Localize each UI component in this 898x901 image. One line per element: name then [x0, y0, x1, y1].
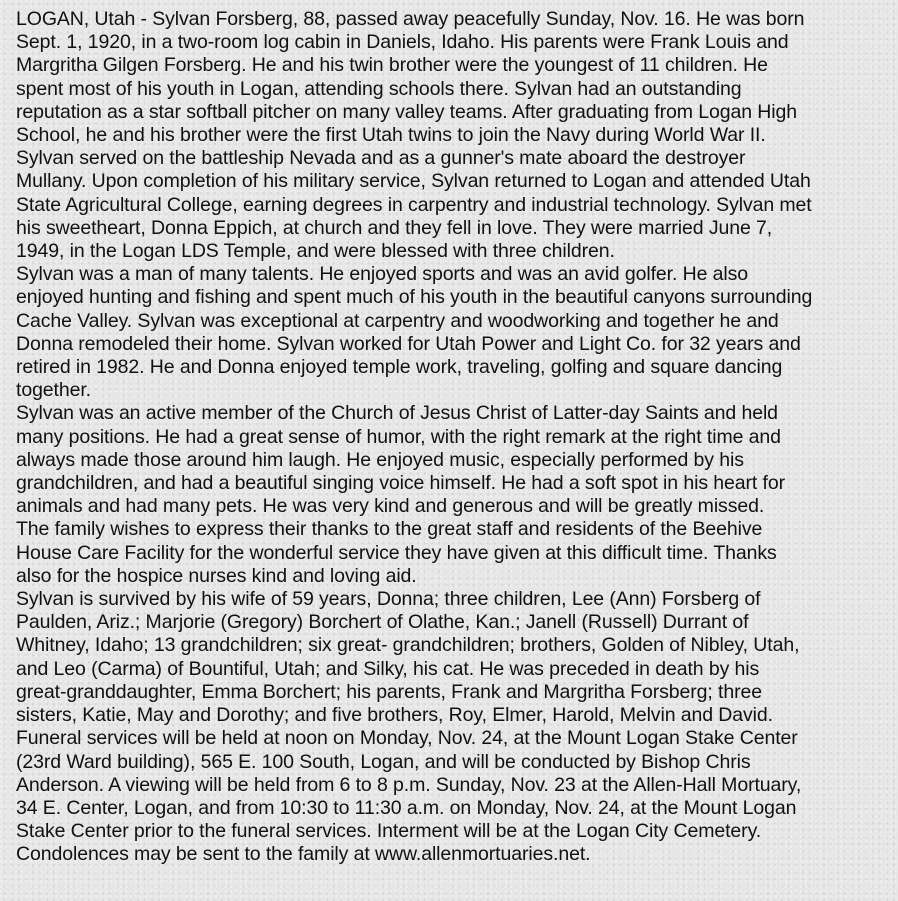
text-line: spent most of his youth in Logan, attending schools there. Sylvan had an outstanding [16, 77, 742, 100]
text-line: Paulden, Ariz.; Marjorie (Gregory) Borchert of Olathe, Kan.; Janell (Russell) Durrant of [16, 611, 749, 634]
obituary-paragraph [16, 402, 812, 518]
text-line: sisters, Katie, May and Dorothy; and five brothers, Roy, Elmer, Harold, Melvin and David. [16, 704, 773, 727]
text-line: great-granddaughter, Emma Borchert; his parents, Frank and Margritha Forsberg; three [16, 680, 762, 703]
text-line: reputation as a star softball pitcher on many valley teams. After graduating from Logan High [16, 100, 797, 123]
text-line: Margritha Gilgen Forsberg. He and his twin brother were the youngest of 11 children. He [16, 54, 768, 77]
obituary-paragraph [16, 588, 812, 727]
obituary-paragraph [16, 263, 812, 402]
text-line: enjoyed hunting and fishing and spent much of his youth in the beautiful canyons surrounding [16, 286, 813, 309]
obituary-paragraph [16, 8, 812, 263]
text-line: Mullany. Upon completion of his military service, Sylvan returned to Logan and attended Utah [16, 170, 811, 193]
text-line: (23rd Ward building), 565 E. 100 South, Logan, and will be conducted by Bishop Chris [16, 750, 751, 773]
text-line: always made those around him laugh. He enjoyed music, especially performed by his [16, 448, 744, 471]
text-line: Condolences may be sent to the family at www.allenmortuaries.net. [16, 843, 591, 866]
text-line: The family wishes to express their thanks to the great staff and residents of the Beehive [16, 518, 763, 541]
text-line: his sweetheart, Donna Eppich, at church and they fell in love. They were married June 7, [16, 216, 773, 239]
text-line: also for the hospice nurses kind and loving aid. [16, 564, 417, 587]
text-line: Sylvan served on the battleship Nevada and as a gunner's mate aboard the destroyer [16, 147, 746, 170]
text-line: House Care Facility for the wonderful service they have given at this difficult time. Thanks [16, 541, 777, 564]
text-line: animals and had many pets. He was very kind and generous and will be greatly missed. [16, 495, 765, 518]
text-line: Funeral services will be held at noon on Monday, Nov. 24, at the Mount Logan Stake Center [16, 727, 798, 750]
text-line: and Leo (Carma) of Bountiful, Utah; and Silky, his cat. He was preceded in death by his [16, 657, 760, 680]
text-line: grandchildren, and had a beautiful singing voice himself. He had a soft spot in his heart for [16, 472, 786, 495]
obituary-paragraph [16, 518, 812, 588]
text-line: Sylvan was an active member of the Church of Jesus Christ of Latter-day Saints and held [16, 402, 778, 425]
text-line: Stake Center prior to the funeral services. Interment will be at the Logan City Cemetery. [16, 820, 762, 843]
text-line: many positions. He had a great sense of humor, with the right remark at the right time and [16, 425, 781, 448]
text-line: together. [16, 379, 91, 402]
text-line: LOGAN, Utah - Sylvan Forsberg, 88, passed away peacefully Sunday, Nov. 16. He was born [16, 8, 805, 30]
text-line: Donna remodeled their home. Sylvan worked for Utah Power and Light Co. for 32 years and [16, 332, 801, 355]
obituary-paragraph [16, 727, 812, 866]
text-line: Whitney, Idaho; 13 grandchildren; six great- grandchildren; brothers, Golden of Nibley, Utah, [16, 634, 800, 657]
text-line: Anderson. A viewing will be held from 6 to 8 p.m. Sunday, Nov. 23 at the Allen-Hall Mortuary, [16, 773, 802, 796]
text-line: Sylvan was a man of many talents. He enjoyed sports and was an avid golfer. He also [16, 263, 749, 286]
text-line: State Agricultural College, earning degrees in carpentry and industrial technology. Sylvan met [16, 193, 812, 216]
text-line: School, he and his brother were the first Utah twins to join the Navy during World War II. [16, 124, 766, 147]
text-line: Sept. 1, 1920, in a two-room log cabin in Daniels, Idaho. His parents were Frank Louis and [16, 31, 789, 54]
text-line: Cache Valley. Sylvan was exceptional at carpentry and woodworking and together he and [16, 309, 779, 332]
text-line: 34 E. Center, Logan, and from 10:30 to 11:30 a.m. on Monday, Nov. 24, at the Mount Logan [16, 796, 797, 819]
text-line: 1949, in the Logan LDS Temple, and were blessed with three children. [16, 240, 615, 263]
text-line: retired in 1982. He and Donna enjoyed temple work, traveling, golfing and square dancing [16, 356, 783, 379]
text-line: Sylvan is survived by his wife of 59 years, Donna; three children, Lee (Ann) Forsberg of [16, 588, 761, 611]
obituary-text [16, 8, 812, 867]
